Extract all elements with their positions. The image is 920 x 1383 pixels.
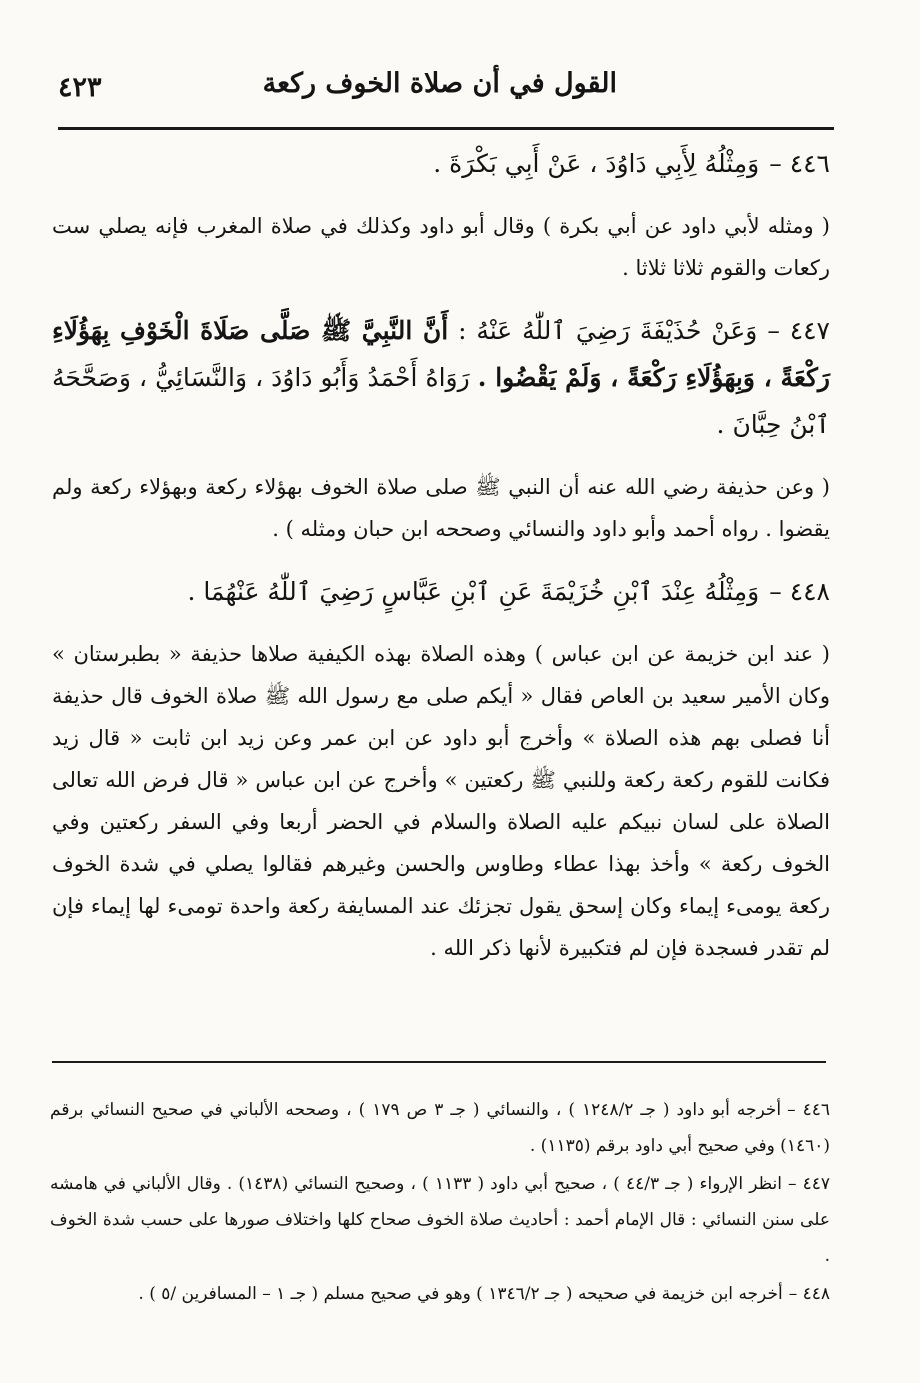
hadith-number: ٤٤٦ –: [769, 149, 830, 178]
footnote-446: [50, 1092, 830, 1164]
commentary-448: ( عند ابن خزيمة عن ابن عباس ) وهذه الصلاة بهذه الكيفية صلاها حذيفة « بطبرستان » وكان الأمير سعيد بن العاص فقال « أيكم صلى مع رسول الله ﷺ صلاة الخوف قال حذيفة أنا فصلى بهم هذه الصلاة » وأخرج أبو داود عن ابن عمر وعن زيد ابن ثابت « قال زيد فكانت للقوم ركعة ركعة وللنبي ﷺ ركعتين » وأخرج عن ابن عباس « قال فرض الله تعالى الصلاة على لسان نبيكم عليه الصلاة والسلام في الحضر أربعا وفي السفر ركعتين وفي الخوف ركعة » وأخذ بهذا عطاء وطاوس والحسن وغيرهم فقالوا يصلي في شدة الخوف ركعة يومىء إيماء وكان إسحق يقول تجزئك عند المسايفة ركعة واحدة تومىء لها إيماء فإن لم تقدر فسجدة فإن لم فتكبيرة لأنها ذكر الله .: [52, 642, 830, 960]
footnote-text: انظر الإرواء ( جـ ٤٤/٣ ) ، صحيح أبي داود ( ١١٣٣ ) ، وصحيح النسائي (١٤٣٨) . وقال الألباني في هامشه على سنن النسائي : قال الإمام أحمد : أحاديث صلاة الخوف صحاح كلها واختلاف صورها على حسب شدة الخوف .: [50, 1174, 830, 1266]
hadith-448: [52, 568, 830, 615]
footnote-number: ٤٤٨ –: [788, 1284, 830, 1304]
running-title: القول في أن صلاة الخوف ركعة: [262, 68, 617, 99]
hadith-number: ٤٤٨ –: [769, 577, 830, 606]
footnote-text: أخرجه ابن خزيمة في صحيحه ( جـ ١٣٤٦/٢ ) وهو في صحيح مسلم ( جـ ١ – المسافرين /٥ ) .: [138, 1284, 783, 1304]
hadith-text: وَمِثْلُهُ عِنْدَ ٱبْنِ خُزَيْمَةَ عَنِ ٱبْنِ عَبَّاسٍ رَضِيَ ٱللّٰهُ عَنْهُمَا .: [187, 577, 760, 606]
page-header: [58, 60, 832, 118]
hadith-446: [52, 140, 830, 187]
hadith-text: وَعَنْ حُذَيْفَةَ رَضِيَ ٱللّٰهُ عَنْهُ :: [458, 316, 758, 345]
hadith-447: [52, 307, 830, 448]
footnote-number: ٤٤٦ –: [787, 1100, 830, 1120]
hadith-source: رَوَاهُ أَحْمَدُ وَأَبُو دَاوُدَ ، وَالنَّسَائِيُّ ، وَصَحَّحَهُ ٱبْنُ حِبَّانَ .: [52, 363, 830, 439]
commentary-447: ( وعن حذيفة رضي الله عنه أن النبي ﷺ صلى صلاة الخوف بهؤلاء ركعة وبهؤلاء ركعة ولم يقضوا . رواه أحمد وأبو داود والنسائي وصححه ابن حبان ومثله ) .: [52, 475, 830, 541]
header-rule: [58, 127, 834, 130]
footnote-447: [50, 1166, 830, 1274]
footnote-448: [50, 1276, 830, 1312]
hadith-number: ٤٤٧ –: [767, 316, 830, 345]
hadith-text-bold: أَنَّ النَّبِيَّ ﷺ صَلَّى صَلَاةَ الْخَوْفِ بِهَؤُلَاءِ رَكْعَةً ، وَبِهَؤُلَاءِ رَكْعَةً ، وَلَمْ يَقْضُوا .: [52, 316, 830, 392]
footnotes: [50, 1092, 830, 1314]
page-number: ٤٢٣: [58, 72, 102, 103]
hadith-text: وَمِثْلُهُ لِأَبِي دَاوُدَ ، عَنْ أَبِي بَكْرَةَ .: [433, 149, 760, 178]
main-text: [52, 140, 830, 987]
footnote-number: ٤٤٧ –: [787, 1174, 830, 1194]
commentary-446: ( ومثله لأبي داود عن أبي بكرة ) وقال أبو داود وكذلك في صلاة المغرب فإنه يصلي ست ركعات والقوم ثلاثا ثلاثا .: [52, 214, 830, 280]
footnote-rule: [52, 1061, 826, 1063]
footnote-text: أخرجه أبو داود ( جـ ١٢٤٨/٢ ) ، والنسائي ( جـ ٣ ص ١٧٩ ) ، وصححه الألباني في صحيح النسائي برقم (١٤٦٠) وفي صحيح أبي داود برقم (١١٣٥) .: [50, 1100, 830, 1156]
